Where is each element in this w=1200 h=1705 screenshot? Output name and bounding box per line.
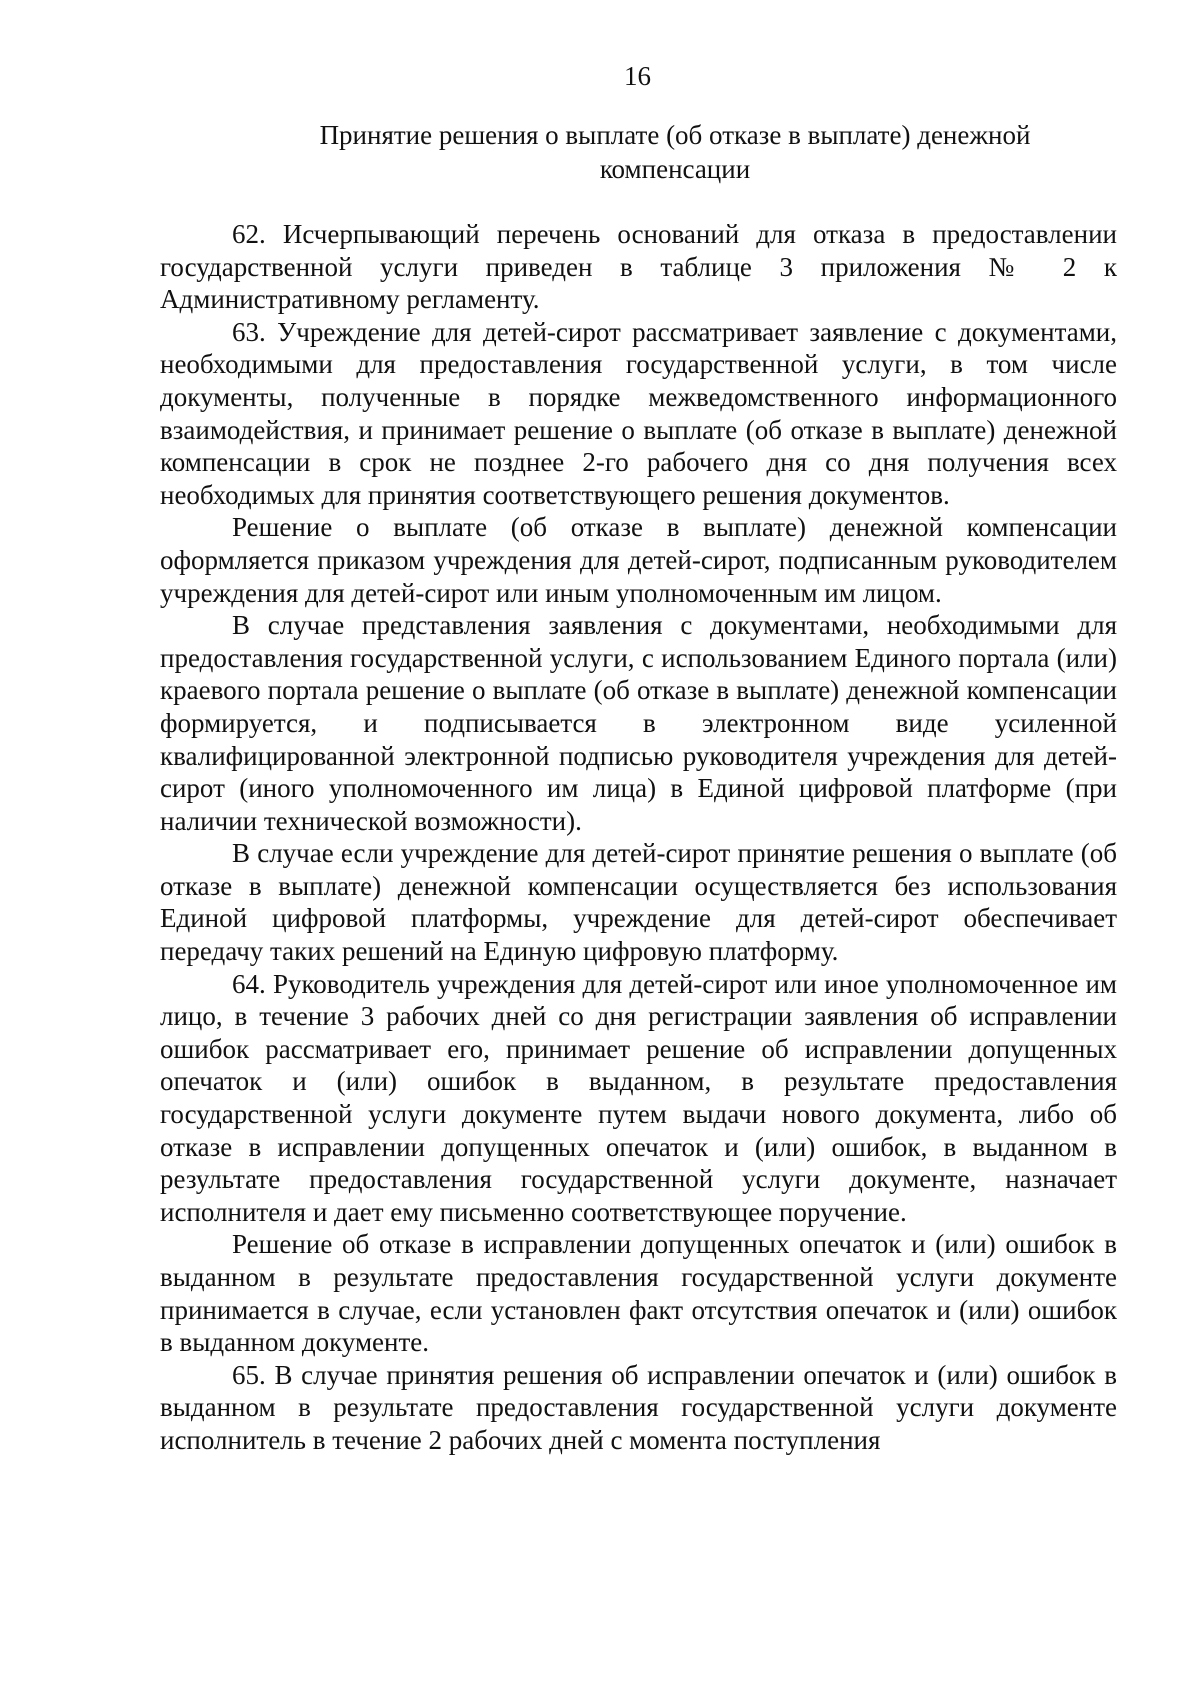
paragraph-62: 62. Исчерпывающий перечень оснований для отказа в предоставлении государственной услуги приведен в таблице 3 приложения № 2 к Административному регламенту. (160, 219, 1117, 315)
section-title: Принятие решения о выплате (об отказе в выплате) денежной компенсации (319, 120, 1031, 184)
paragraph-refusal-correction: Решение об отказе в исправлении допущенных опечаток и (или) ошибок в выданном в результате предоставления государственной услуги документе принимается в случае, если установлен факт отсутствия опечаток и (или) ошибок в выданном документе. (160, 1229, 1117, 1358)
document-body (160, 218, 1117, 1457)
paragraph-electronic-signature: В случае представления заявления с документами, необходимыми для предоставления государственной услуги, с использованием Единого портала (или) краевого портала решение о выплате (об отказе в выплате) денежной компенсации формируется, и подписывается в электронном виде усиленной квалифицированной электронной подписью руководителя учреждения для детей-сирот (иного уполномоченного им лица) в Единой цифровой платформе (при наличии технической возможности). (160, 610, 1117, 836)
paragraph-64: 64. Руководитель учреждения для детей-сирот или иное уполномоченное им лицо, в течение 3 рабочих дней со дня регистрации заявления об исправлении ошибок рассматривает его, принимает решение об исправлении допущенных опечаток и (или) ошибок в выданном, в результате предоставления государственной услуги документе путем выдачи нового документа, либо об отказе в исправлении допущенных опечаток и (или) ошибок, в выданном в результате предоставления государственной услуги документе, назначает исполнителя и дает ему письменно соответствующее поручение. (160, 968, 1117, 1227)
page-number: 16 (624, 61, 651, 91)
paragraph-decision-order: Решение о выплате (об отказе в выплате) денежной компенсации оформляется приказом учреждения для детей-сирот, подписанным руководителем учреждения для детей-сирот или иным уполномоченным им лицом. (160, 512, 1117, 608)
paragraph-63: 63. Учреждение для детей-сирот рассматривает заявление с документами, необходимыми для предоставления государственной услуги, в том числе документы, полученные в порядке межведомственного информационного взаимодействия, и принимает решение о выплате (об отказе в выплате) денежной компенсации в срок не позднее 2-го рабочего дня со дня получения всех необходимых для принятия соответствующего решения документов. (160, 316, 1117, 510)
paragraph-65: 65. В случае принятия решения об исправлении опечаток и (или) ошибок в выданном в результате предоставления государственной услуги документе исполнитель в течение 2 рабочих дней с момента поступления (160, 1359, 1117, 1455)
paragraph-digital-platform: В случае если учреждение для детей-сирот принятие решения о выплате (об отказе в выплате) денежной компенсации осуществляется без использования Единой цифровой платформы, учреждение для детей-сирот обеспечивает передачу таких решений на Единую цифровую платформу. (160, 838, 1117, 967)
